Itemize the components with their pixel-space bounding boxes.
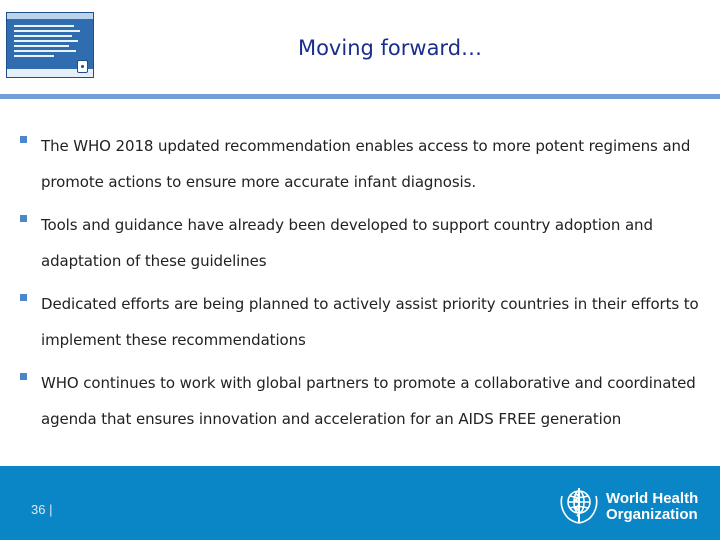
bullet-text: The WHO 2018 updated recommendation enables access to more potent regimens and promote actions to ensure more accurate infant diagnosis. <box>41 137 691 191</box>
bullet-item <box>18 128 714 200</box>
guideline-cover-thumbnail <box>6 12 94 78</box>
bullet-text: WHO continues to work with global partners to promote a collaborative and coordinated agenda that ensures innovation and acceleration for an AIDS FREE generation <box>41 374 696 428</box>
page-number: 36 | <box>31 502 53 517</box>
square-bullet-icon <box>20 215 27 222</box>
logo-line-1: World Health <box>606 490 699 507</box>
square-bullet-icon <box>20 136 27 143</box>
bullet-text: Dedicated efforts are being planned to actively assist priority countries in their efforts to implement these recommendations <box>41 295 699 349</box>
bullet-item <box>18 286 714 358</box>
title-divider <box>0 94 720 99</box>
square-bullet-icon <box>20 373 27 380</box>
page-title: Moving forward… <box>297 36 483 60</box>
bullet-item <box>18 365 714 437</box>
lock-icon <box>77 60 88 73</box>
bullet-text: Tools and guidance have already been developed to support country adoption and adaptation of these guidelines <box>41 216 653 270</box>
footer-bar <box>0 466 720 540</box>
bullet-list <box>18 128 714 444</box>
who-emblem-icon <box>553 478 605 530</box>
logo-line-2: Organization <box>606 506 698 523</box>
square-bullet-icon <box>20 294 27 301</box>
logo-wordmark <box>606 491 698 523</box>
who-logo <box>553 478 719 530</box>
bullet-item <box>18 207 714 279</box>
